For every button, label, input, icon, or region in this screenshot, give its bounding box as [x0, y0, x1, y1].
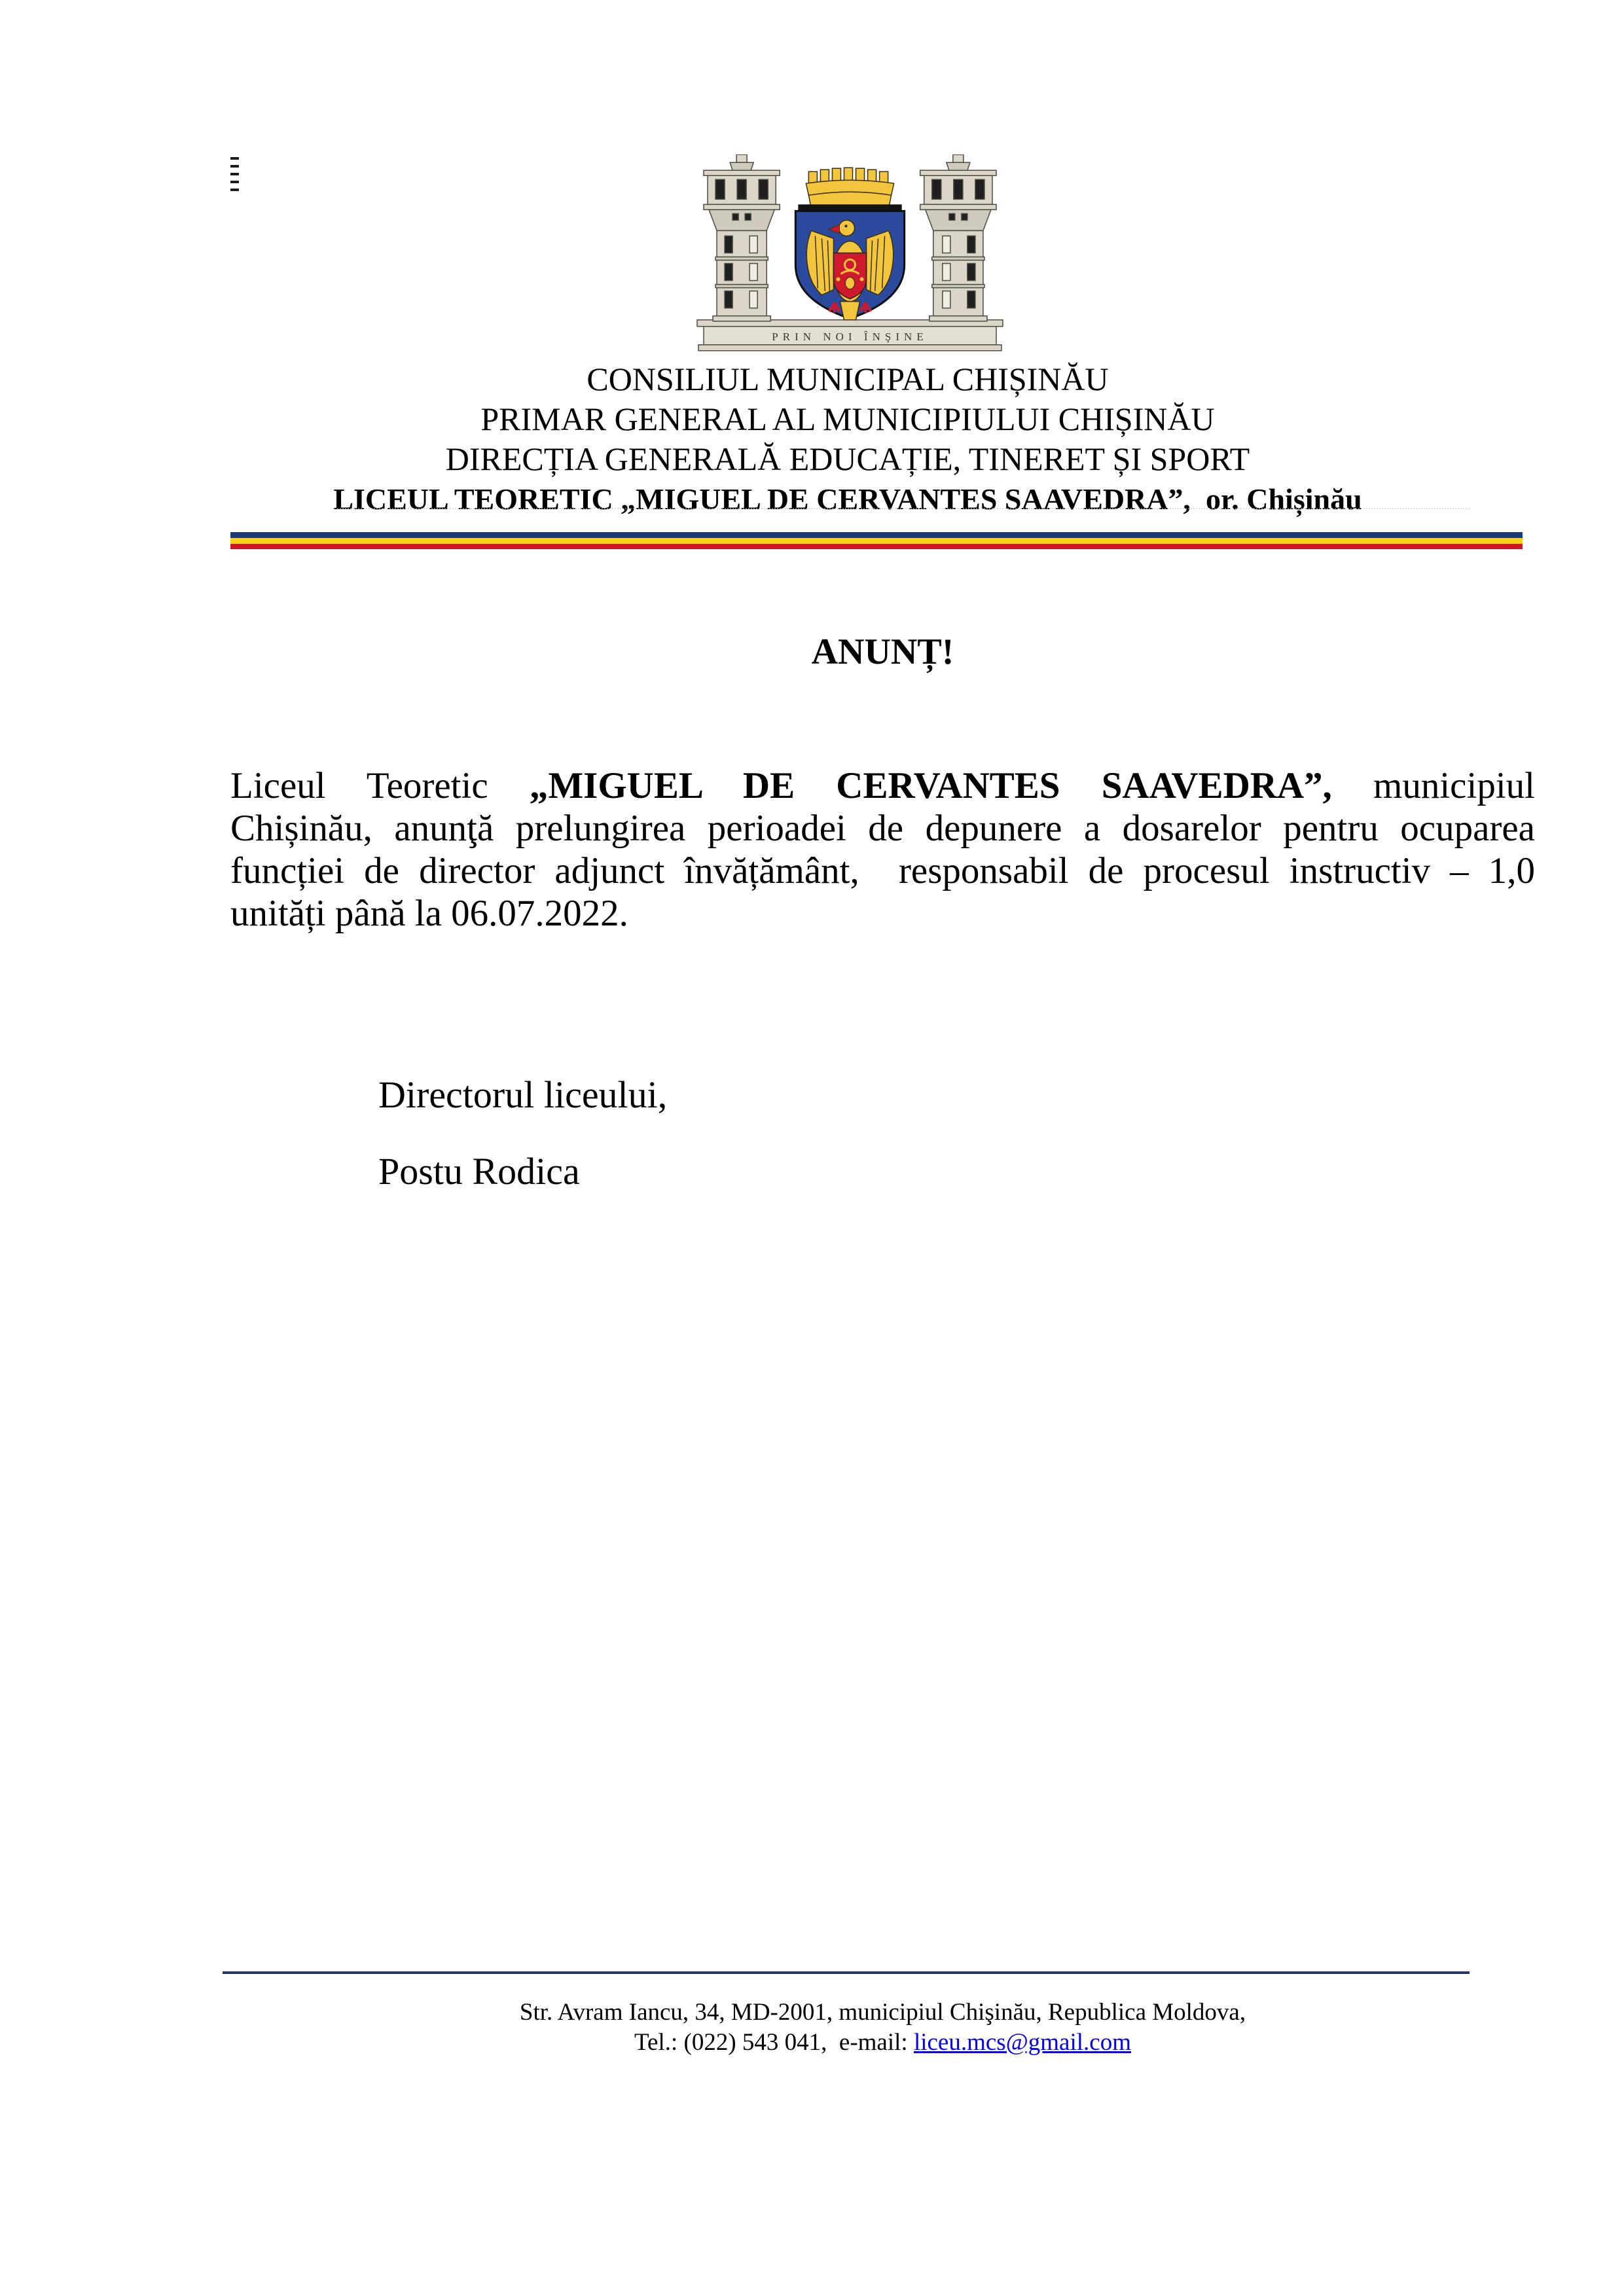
letterhead-line-mayor: PRIMAR GENERAL AL MUNICIPIULUI CHIȘINĂU [480, 401, 1215, 437]
paragraph-line-1-school-name: „MIGUEL DE CERVANTES SAAVEDRA”, [529, 765, 1332, 806]
paragraph-line-1-pre: Liceul Teoretic [230, 765, 530, 806]
footer [230, 1998, 1535, 2058]
left-tower [704, 154, 780, 321]
paragraph-line-1-post: municipiul [1331, 765, 1535, 806]
scan-artifact-dotted-line [337, 508, 1470, 509]
footer-address: Str. Avram Iancu, 34, MD-2001, municipiul Chişinău, Republica Moldova, [519, 1999, 1246, 2026]
right-tower [920, 154, 996, 321]
letterhead [164, 359, 1532, 519]
paragraph-line-3: funcției de director adjunct învățământ, responsabil de procesul instructiv – 1,0 [230, 850, 1535, 891]
letterhead-line-directorate: DIRECȚIA GENERALĂ EDUCAȚIE, TINERET ȘI SPORT [445, 440, 1250, 477]
footer-email-link[interactable]: liceu.mcs@gmail.com [913, 2029, 1131, 2056]
paragraph-line-4: unități până la 06.07.2022. [230, 893, 628, 934]
letterhead-line-lyceum: LICEUL TEORETIC „MIGUEL DE CERVANTES SAAVEDRA”, or. Chișinău [333, 482, 1362, 516]
band-stripe-red [230, 544, 1523, 549]
chisinau-coat-of-arms [696, 154, 1004, 351]
band-stripe-blue [230, 532, 1523, 538]
paragraph-line-1 [230, 764, 1535, 807]
footer-contact-prefix: Tel.: (022) 543 041, e-mail: [634, 2029, 914, 2056]
signature-role: Directorul liceului, [378, 1073, 668, 1116]
emblem-crown [806, 168, 893, 208]
band-stripe-yellow [230, 538, 1523, 544]
footer-contact [230, 2028, 1535, 2058]
document-title: ANUNȚ! [811, 632, 954, 672]
paragraph-line-2: Chișinău, anunţă prelungirea perioadei de depunere a dosarelor pentru ocuparea [230, 808, 1535, 849]
scan-artifact-dashes [230, 157, 239, 196]
emblem-motto: PRIN NOI ÎNŞINE [772, 330, 928, 343]
announcement-paragraph [230, 764, 1535, 935]
signature-name: Postu Rodica [378, 1150, 580, 1193]
letterhead-line-council: CONSILIUL MUNICIPAL CHIȘINĂU [586, 361, 1109, 397]
tricolor-band [230, 532, 1523, 549]
signature-block [378, 1073, 667, 1193]
footer-rule [223, 1971, 1470, 1974]
